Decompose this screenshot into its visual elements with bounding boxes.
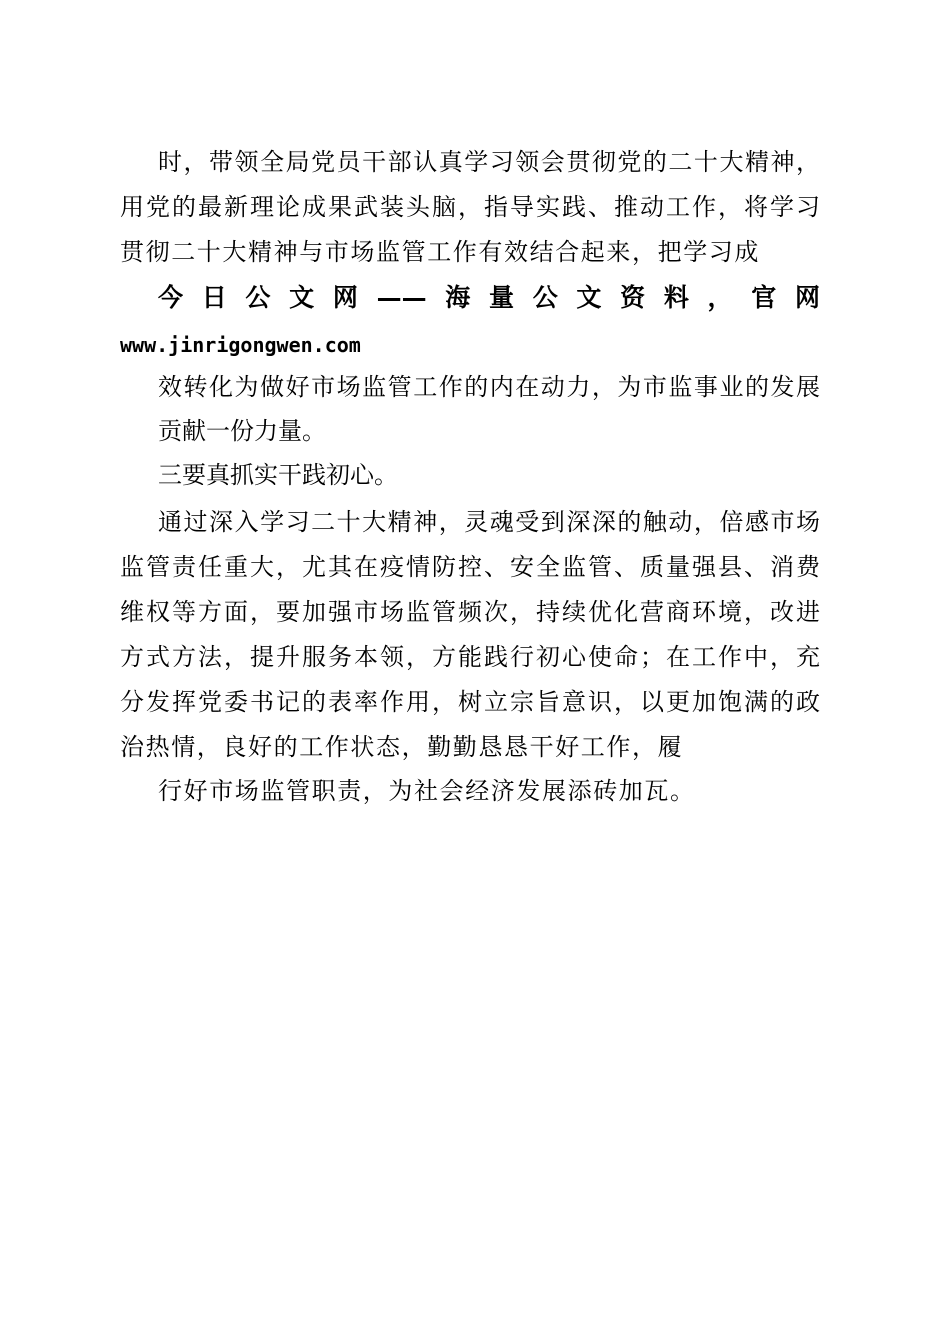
section-heading-3: 三要真抓实干践初心。	[158, 461, 398, 489]
paragraph-3-line-3: 维权等方面，要加强市场监管频次，持续优化营商环境，改进	[120, 598, 820, 626]
paragraph-1-line-1: 时，带领全局党员干部认真学习领会贯彻党的二十大精神，	[158, 148, 820, 176]
paragraph-2-line-1: 效转化为做好市场监管工作的内在动力，为市监事业的发展	[158, 373, 820, 401]
paragraph-1-line-2: 用党的最新理论成果武装头脑，指导实践、推动工作，将学习	[120, 193, 820, 221]
paragraph-3-line-1: 通过深入学习二十大精神，灵魂受到深深的触动，倍感市场	[158, 508, 820, 536]
watermark-banner: 今日公文网——海量公文资料，官网	[158, 283, 820, 312]
paragraph-4: 行好市场监管职责，为社会经济发展添砖加瓦。	[158, 777, 696, 805]
paragraph-2-line-2: 贡献一份力量。	[158, 417, 326, 445]
watermark-url: www.jinrigongwen.com	[120, 333, 361, 357]
paragraph-3-line-6: 治热情，良好的工作状态，勤勤恳恳干好工作，履	[120, 733, 684, 761]
paragraph-1-line-3: 贯彻二十大精神与市场监管工作有效结合起来，把学习成	[120, 238, 760, 266]
paragraph-3-line-2: 监管责任重大，尤其在疫情防控、安全监管、质量强县、消费	[120, 553, 820, 581]
paragraph-3-line-4: 方式方法，提升服务本领，方能践行初心使命；在工作中，充	[120, 643, 820, 671]
paragraph-3-line-5: 分发挥党委书记的表率作用，树立宗旨意识，以更加饱满的政	[120, 688, 820, 716]
